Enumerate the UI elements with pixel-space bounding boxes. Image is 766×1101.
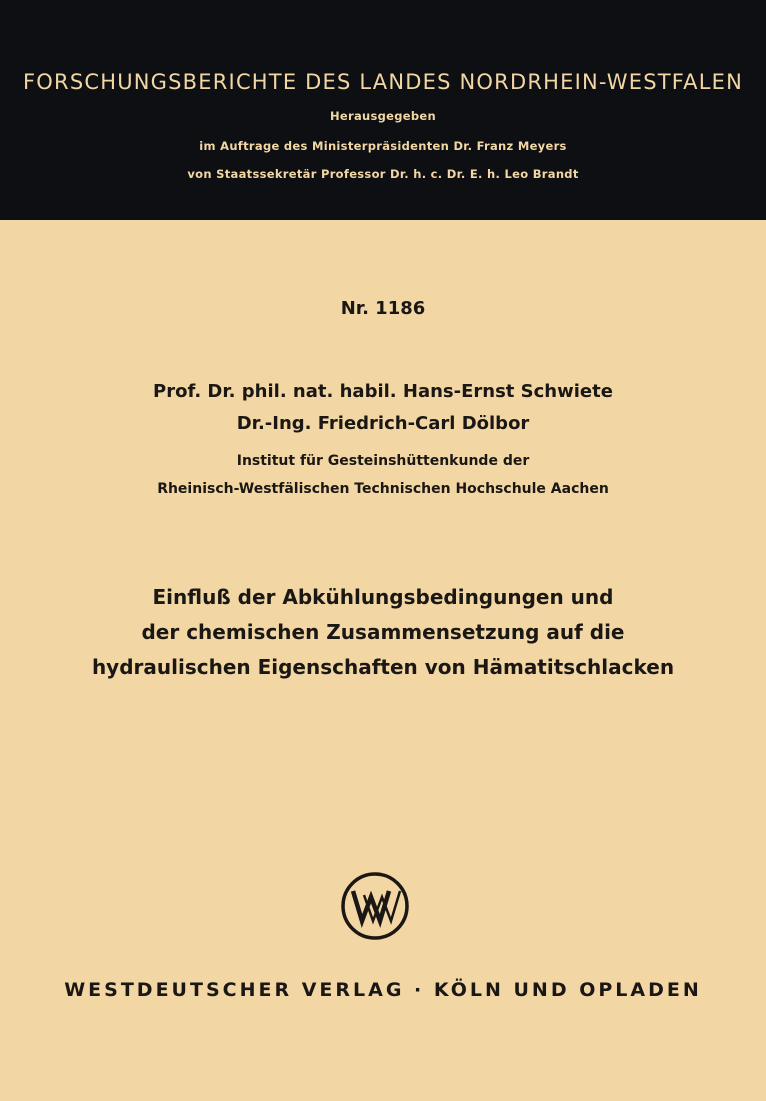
book-title	[0, 580, 766, 685]
editor-line-1: Herausgegeben	[329, 109, 437, 123]
editor-line-3: von Staatssekretär Professor Dr. h. c. Dr. E. h. Leo Brandt	[187, 167, 579, 181]
series-title: FORSCHUNGSBERICHTE DES LANDES NORDRHEIN-WESTFALEN	[23, 70, 743, 94]
title-line-2: der chemischen Zusammensetzung auf die	[141, 620, 625, 644]
wv-publisher-logo-icon	[340, 871, 410, 941]
author-2: Dr.-Ing. Friedrich-Carl Dölbor	[236, 413, 530, 434]
title-line-3: hydraulischen Eigenschaften von Hämatitschlacken	[91, 655, 675, 679]
author-1: Prof. Dr. phil. nat. habil. Hans-Ernst Schwiete	[153, 381, 613, 402]
editor-line-2: im Auftrage des Ministerpräsidenten Dr. Franz Meyers	[199, 139, 567, 153]
report-number: Nr. 1186	[340, 298, 426, 319]
institute-line-1: Institut für Gesteinshüttenkunde der	[236, 453, 530, 469]
publisher-imprint: WESTDEUTSCHER VERLAG · KÖLN UND OPLADEN	[64, 979, 702, 1001]
institute-line-2: Rheinisch-Westfälischen Technischen Hochschule Aachen	[157, 481, 609, 497]
series-header-band	[0, 0, 766, 220]
title-line-1: Einfluß der Abkühlungsbedingungen und	[152, 585, 614, 609]
